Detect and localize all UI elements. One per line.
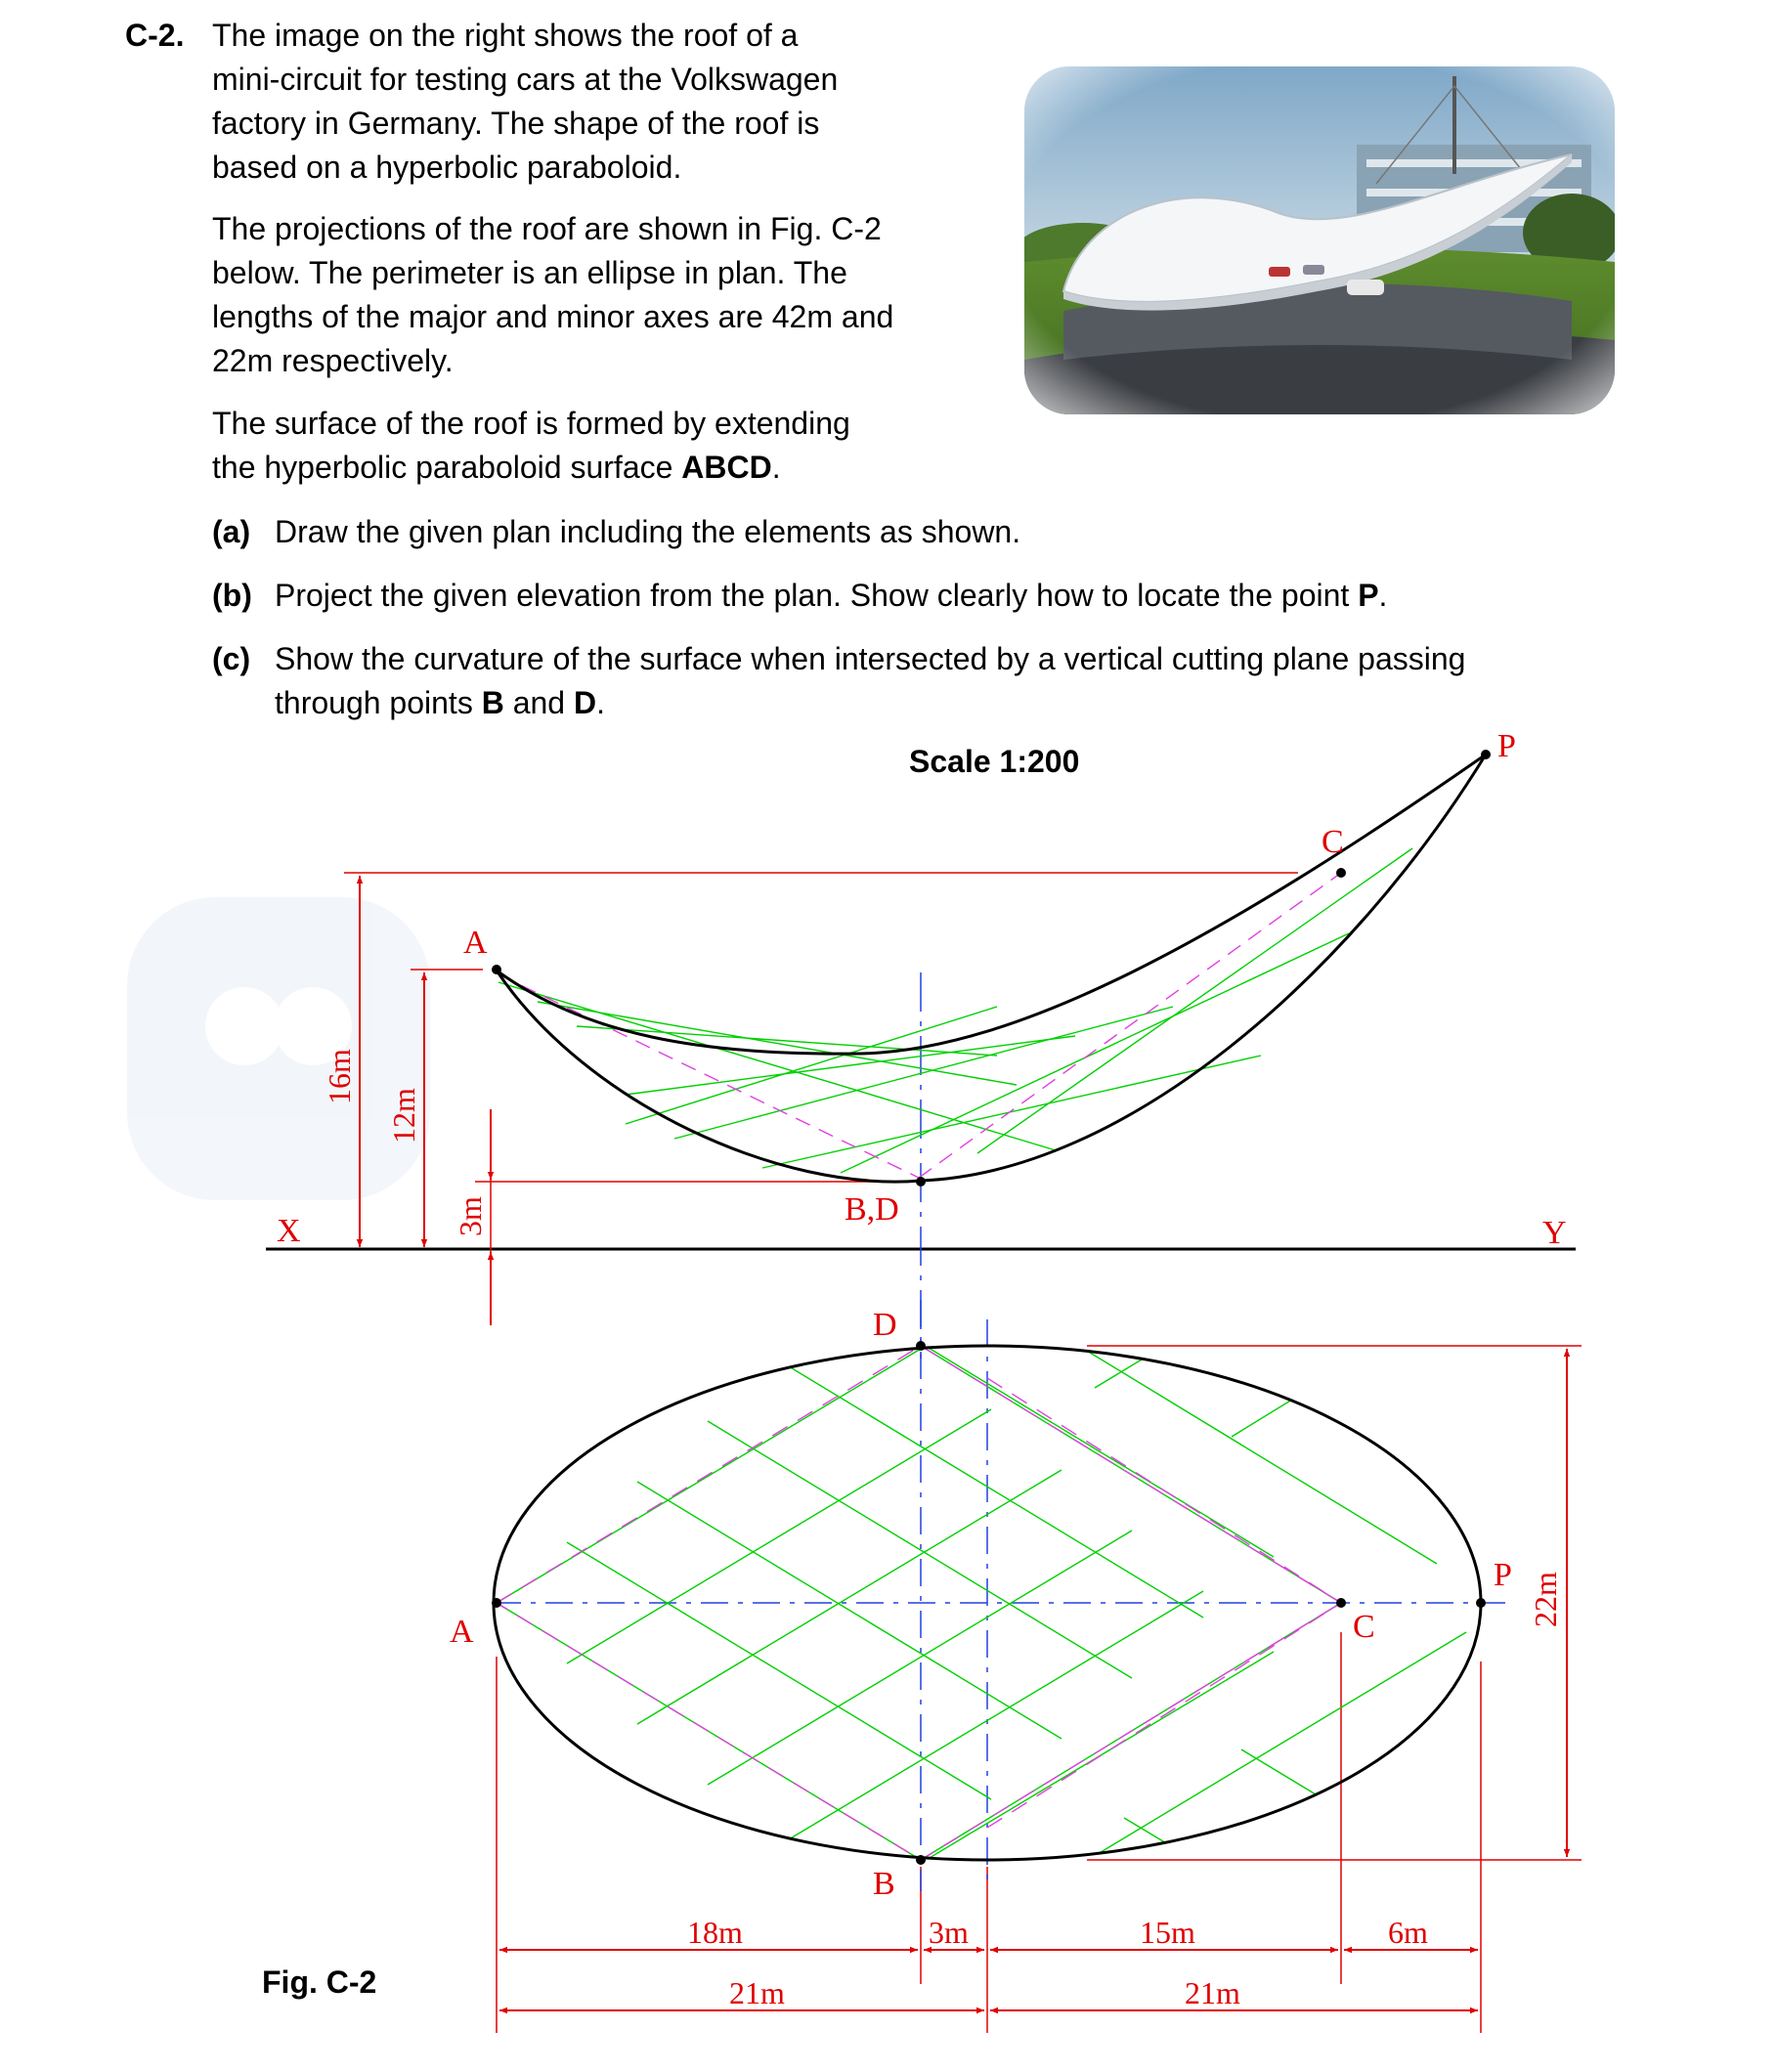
dim-3m: 3m xyxy=(453,1196,488,1236)
label-b-plan: B xyxy=(873,1866,895,1902)
intro-line: factory in Germany. The shape of the roof is xyxy=(212,106,820,141)
intro-line: based on a hyperbolic paraboloid. xyxy=(212,150,682,185)
point-d-plan xyxy=(916,1341,926,1351)
intro-line: mini-circuit for testing cars at the Volkswagen xyxy=(212,62,839,97)
point-p-elevation xyxy=(1481,750,1491,759)
dim-12m: 12m xyxy=(386,1088,421,1144)
dim-15m: 15m xyxy=(1140,1915,1195,1950)
projection-line: lengths of the major and minor axes are 42m and xyxy=(212,299,894,334)
label-a-elevation: A xyxy=(463,925,488,961)
label-bd-elevation: B,D xyxy=(845,1191,899,1228)
label-x: X xyxy=(277,1213,301,1249)
label-p-elevation: P xyxy=(1497,728,1516,764)
point-a-plan xyxy=(492,1598,501,1608)
figure-label: Fig. C-2 xyxy=(262,1964,377,2000)
part-b-label: (b) xyxy=(212,578,252,613)
dim-21m-left: 21m xyxy=(729,1975,785,2010)
question-number: C-2. xyxy=(125,18,185,53)
dim-6m: 6m xyxy=(1388,1915,1428,1950)
label-c-plan: C xyxy=(1353,1609,1375,1645)
surface-line: The surface of the roof is formed by extending xyxy=(212,406,850,441)
point-b-plan xyxy=(916,1855,926,1865)
label-a-plan: A xyxy=(450,1614,474,1650)
point-c-elevation xyxy=(1336,868,1346,878)
point-c-plan xyxy=(1336,1598,1346,1608)
label-p-plan: P xyxy=(1494,1557,1512,1593)
dim-22m: 22m xyxy=(1528,1572,1563,1627)
intro-line: The image on the right shows the roof of a xyxy=(212,18,799,53)
label-y: Y xyxy=(1542,1215,1567,1251)
watermark xyxy=(127,897,430,1200)
part-b-text: Project the given elevation from the plan. Show clearly how to locate the point P. xyxy=(275,578,1388,613)
projection-line: below. The perimeter is an ellipse in plan. The xyxy=(212,255,847,290)
label-c-elevation: C xyxy=(1322,824,1344,860)
dim-18m: 18m xyxy=(687,1915,743,1950)
scale-label: Scale 1:200 xyxy=(909,744,1080,779)
dim-3m-plan: 3m xyxy=(929,1915,969,1950)
point-bd-elevation xyxy=(916,1177,926,1187)
part-c-label: (c) xyxy=(212,641,251,676)
label-d-plan: D xyxy=(873,1307,897,1343)
projection-line: 22m respectively. xyxy=(212,343,454,378)
dim-16m: 16m xyxy=(322,1049,357,1104)
part-a-label: (a) xyxy=(212,514,251,549)
elevation-elements xyxy=(498,848,1412,1173)
projection-line: The projections of the roof are shown in Fig. C-2 xyxy=(212,211,882,246)
dim-21m-right: 21m xyxy=(1185,1975,1240,2010)
part-a-text: Draw the given plan including the elements as shown. xyxy=(275,514,1021,549)
point-a-elevation xyxy=(492,965,501,974)
point-p-plan xyxy=(1476,1598,1486,1608)
surface-line: the hyperbolic paraboloid surface ABCD. xyxy=(212,450,781,485)
part-c-text: Show the curvature of the surface when intersected by a vertical cutting plane passing through points B and D. xyxy=(275,641,1466,720)
